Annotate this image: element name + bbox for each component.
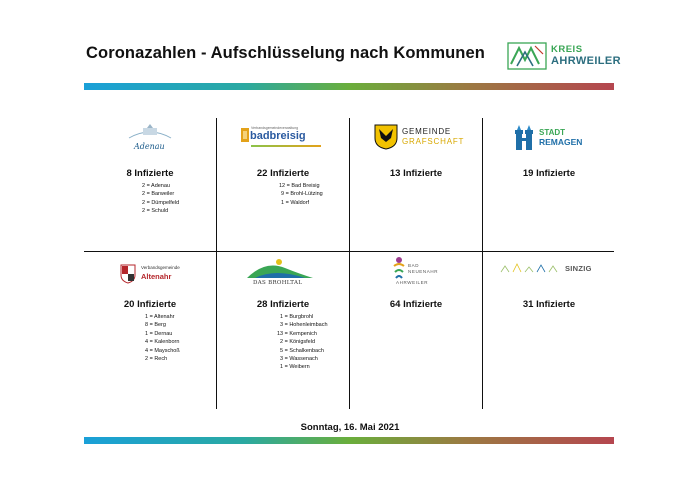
- grafschaft-logo: [350, 124, 482, 154]
- infected-count: 64 Infizierte: [389, 299, 443, 310]
- report-date: Sonntag, 16. Mai 2021: [300, 422, 400, 433]
- bottom-gradient-band: [84, 437, 614, 444]
- bad-neuenahr-logo: [350, 256, 482, 286]
- list-item: 9 = Brohl-Lützing: [281, 191, 323, 198]
- sinzig-logo-icon: [499, 262, 561, 274]
- infected-count: 28 Infizierte: [256, 299, 310, 310]
- altenahr-logo-sub: Verbandsgemeinde: [141, 265, 180, 270]
- grafschaft-logo-line2: GRAFSCHAFT: [402, 137, 465, 146]
- brohltal-logo-icon: [245, 258, 315, 280]
- grafschaft-crest-icon: [374, 124, 398, 150]
- list-item: 1 = Altenahr: [145, 314, 175, 320]
- bad-neuenahr-logo-icon: [392, 256, 406, 280]
- brohltal-logo-text: DAS BROHLTAL: [253, 280, 303, 286]
- grafschaft-logo-line1: GEMEINDE: [402, 127, 452, 136]
- kreis-ahrweiler-logo: [507, 41, 622, 71]
- remagen-logo-line1: STADT: [539, 128, 566, 137]
- altenahr-crest-icon: [120, 264, 136, 284]
- remagen-logo-line2: REMAGEN: [539, 137, 583, 147]
- bad-breisig-logo-sub: Verbandsgemeindeverwaltung: [251, 126, 299, 130]
- municipality-list: [279, 182, 323, 207]
- infected-count: 13 Infizierte: [389, 168, 443, 179]
- list-item: 2 = Barweiler: [142, 191, 175, 198]
- list-item: 1 = Dernau: [145, 330, 173, 337]
- adenau-logo: [84, 124, 216, 154]
- list-item: 3 = Wassenach: [280, 356, 318, 363]
- sinzig-logo-text: SINZIG: [565, 264, 592, 273]
- remagen-logo: [483, 124, 615, 154]
- infected-count: 8 Infizierte: [126, 168, 174, 179]
- bad-breisig-logo-text: badbreisig: [250, 130, 306, 142]
- municipality-list: [277, 313, 328, 372]
- bad-neuenahr-logo-line3: AHRWEILER: [396, 280, 429, 285]
- list-item: 12 = Bad Breisig: [279, 183, 320, 189]
- bad-breisig-logo-underline: [251, 145, 321, 147]
- list-item: 2 = Schuld: [142, 208, 169, 215]
- list-item: 13 = Kempenich: [277, 330, 317, 337]
- list-item: 8 = Berg: [145, 322, 166, 329]
- infected-count: 22 Infizierte: [256, 168, 310, 179]
- list-item: 3 = Hohenleimbach: [280, 322, 328, 329]
- altenahr-logo: [84, 264, 216, 294]
- page-title: Coronazahlen - Aufschlüsselung nach Kommunen: [86, 44, 485, 62]
- list-item: 4 = Kalenborn: [145, 339, 180, 346]
- list-item: 2 = Rech: [145, 356, 168, 363]
- bad-neuenahr-logo-line2: NEUENAHR: [408, 269, 439, 274]
- brand-line2: AHRWEILER: [551, 55, 622, 67]
- list-item: 5 = Schalkenbach: [280, 347, 324, 354]
- brand-line1: KREIS: [551, 44, 583, 55]
- municipality-list: [145, 313, 180, 363]
- kreis-ahrweiler-logo-icon: [507, 42, 547, 70]
- list-item: 2 = Adenau: [142, 183, 170, 189]
- infected-count: 20 Infizierte: [123, 299, 177, 310]
- bad-breisig-logo-icon: [241, 128, 249, 142]
- bad-neuenahr-logo-line1: BAD: [408, 263, 420, 268]
- adenau-logo-text: Adenau: [134, 142, 165, 151]
- infected-count: 31 Infizierte: [522, 299, 576, 310]
- municipality-list: [142, 182, 179, 216]
- list-item: 1 = Weibern: [280, 364, 310, 371]
- grid-divider: [84, 251, 614, 252]
- list-item: 1 = Burgbrohl: [280, 314, 314, 320]
- sinzig-logo: [483, 262, 615, 292]
- bad-breisig-logo: [217, 126, 349, 156]
- brohltal-logo: [217, 258, 349, 288]
- list-item: 1 = Waldorf: [281, 199, 310, 206]
- list-item: 2 = Königsfeld: [280, 339, 316, 346]
- list-item: 4 = Mayschoß: [145, 347, 180, 354]
- list-item: 2 = Dümpelfeld: [142, 199, 180, 206]
- infected-count: 19 Infizierte: [522, 168, 576, 179]
- top-gradient-band: [84, 83, 614, 90]
- remagen-logo-icon: [513, 124, 535, 152]
- altenahr-logo-text: Altenahr: [141, 272, 172, 281]
